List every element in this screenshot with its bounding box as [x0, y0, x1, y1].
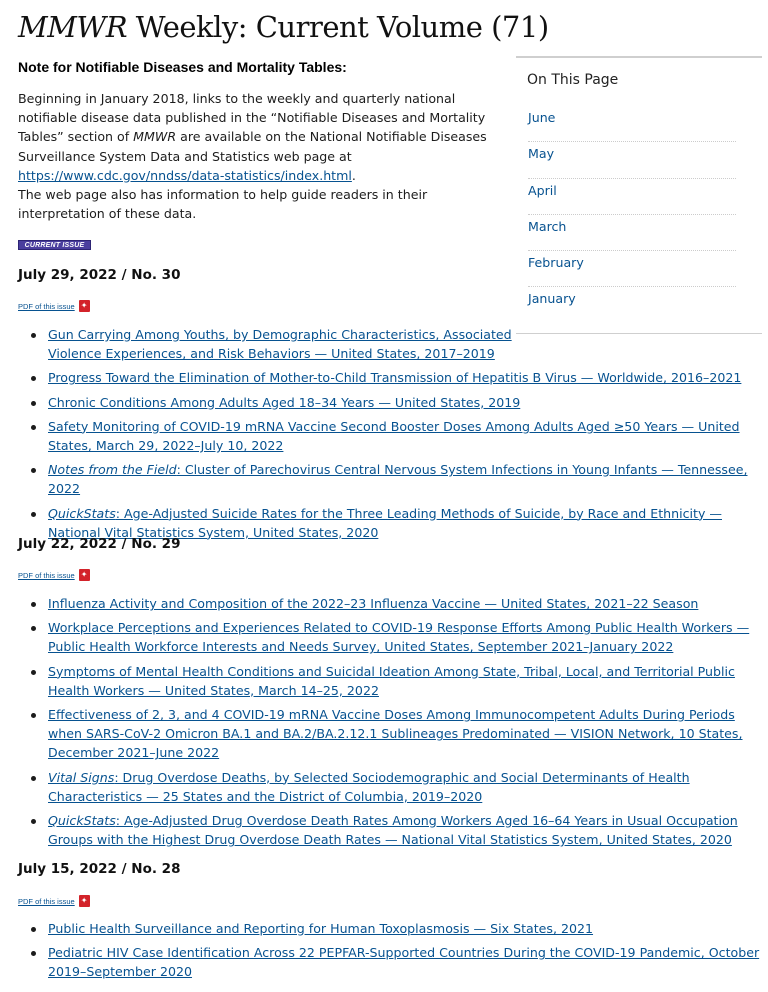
article-link[interactable]: Chronic Conditions Among Adults Aged 18–34 Years — United States, 2019	[48, 394, 521, 410]
article-link[interactable]: Public Health Surveillance and Reporting for Human Toxoplasmosis — Six States, 2021	[48, 921, 594, 936]
pdf-icon[interactable]	[79, 569, 90, 581]
pdf-link-label[interactable]: PDF of this issue	[18, 302, 75, 311]
article-list	[48, 919, 760, 987]
article-item[interactable]	[48, 368, 748, 387]
article-prefix[interactable]: Notes from the Field	[48, 462, 177, 478]
article-link[interactable]: Influenza Activity and Composition of the 2022–23 Influenza Vaccine — United States, 2021–22 Season	[48, 596, 699, 611]
pdf-link[interactable]	[18, 569, 90, 581]
article-link[interactable]: Progress Toward the Elimination of Mother-to-Child Transmission of Hepatitis B Virus — Worldwide, 2016–2021	[48, 370, 742, 386]
pdf-link[interactable]	[18, 895, 90, 907]
pdf-link-label[interactable]: PDF of this issue	[18, 571, 75, 580]
article-item[interactable]	[48, 393, 748, 412]
article-item[interactable]	[48, 460, 758, 498]
article-link[interactable]: : Age-Adjusted Drug Overdose Death Rates Among Workers Aged 16–64 Years in Usual Occupation Groups with the Highest Drug Overdose Death Rates — National Vital Statistics System, United States, 2020	[48, 813, 738, 848]
toc-item-march[interactable]: March	[528, 215, 736, 251]
on-this-page-title: On This Page	[527, 72, 619, 88]
issue-heading: July 22, 2022 / No. 29	[18, 536, 181, 552]
article-item[interactable]	[48, 811, 758, 849]
article-link[interactable]: : Drug Overdose Deaths, by Selected Sociodemographic and Social Determinants of Health Characteristics — 25 States and the District of Columbia, 2019–2020	[48, 769, 690, 804]
article-link[interactable]: Pediatric HIV Case Identification Across 22 PEPFAR-Supported Countries During the COVID-19 Pandemic, October 2019–September 2020	[48, 945, 760, 980]
pdf-icon[interactable]	[79, 300, 90, 312]
toc-item-april[interactable]: April	[528, 179, 736, 215]
article-prefix[interactable]: Vital Signs	[48, 769, 115, 785]
article-list	[48, 594, 758, 854]
article-item[interactable]	[48, 618, 758, 656]
toc-item-june[interactable]: June	[528, 106, 736, 142]
article-item[interactable]	[48, 662, 758, 700]
article-link[interactable]: : Cluster of Parechovirus Central Nervous System Infections in Young Infants — Tennessee, 2022	[48, 462, 748, 497]
article-link[interactable]: Effectiveness of 2, 3, and 4 COVID-19 mRNA Vaccine Doses Among Immunocompetent Adults During Periods when SARS-CoV-2 Omicron BA.1 and BA.2/BA.2.12.1 Sublineages Predominated — VISION Network, 10 States, December 2021–June 2022	[48, 707, 743, 761]
pdf-icon[interactable]	[79, 895, 90, 907]
page-title-rest: Weekly: Current Volume (71)	[127, 10, 549, 44]
issue-heading: July 15, 2022 / No. 28	[18, 861, 181, 877]
pdf-link-label[interactable]: PDF of this issue	[18, 897, 75, 906]
issue-heading: July 29, 2022 / No. 30	[18, 267, 181, 283]
on-this-page-panel	[516, 56, 762, 334]
article-item[interactable]	[48, 417, 748, 455]
toc-item-may[interactable]: May	[528, 142, 736, 178]
nndss-link[interactable]: https://www.cdc.gov/nndss/data-statistics/index.html	[18, 167, 352, 183]
article-list	[48, 325, 748, 547]
article-prefix[interactable]: QuickStats	[48, 813, 116, 829]
toc-item-february[interactable]: February	[528, 251, 736, 287]
note-mmwr: MMWR	[133, 129, 177, 145]
note-text: are available on the National Notifiable Diseases Surveillance System Data and Statistics web page at	[18, 129, 487, 164]
toc-item-january[interactable]: January	[528, 291, 576, 307]
article-link[interactable]: Workplace Perceptions and Experiences Related to COVID-19 Response Efforts Among Public Health Workers — Public Health Workforce Interests and Needs Survey, United States, September 2021–January 2022	[48, 620, 750, 655]
page-title	[18, 10, 549, 44]
article-link[interactable]: Symptoms of Mental Health Conditions and Suicidal Ideation Among State, Tribal, Local, and Territorial Public Health Workers — United States, March 14–25, 2022	[48, 663, 735, 698]
note-text-2: The web page also has information to help guide readers in their interpretation of these data.	[18, 187, 428, 222]
page-title-mmwr: MMWR	[18, 10, 128, 44]
article-link[interactable]: Gun Carrying Among Youths, by Demographic Characteristics, Associated Violence Experiences, and Risk Behaviors — United States, 2017–2019	[48, 327, 512, 362]
note-heading: Note for Notifiable Diseases and Mortality Tables:	[18, 59, 347, 75]
article-item[interactable]	[48, 594, 758, 613]
article-item[interactable]	[48, 705, 758, 763]
article-link[interactable]: : Age-Adjusted Suicide Rates for the Three Leading Methods of Suicide, by Race and Ethnicity — National Vital Statistics System, United States, 2020	[48, 505, 722, 540]
article-prefix[interactable]: QuickStats	[48, 505, 116, 521]
note-text: .	[351, 167, 356, 183]
note-text: Beginning in January 2018, links to the weekly and quarterly national notifiable disease data published in the “Notifiable Diseases and Mortality Tables” section of	[18, 91, 486, 145]
article-link[interactable]: Safety Monitoring of COVID-19 mRNA Vaccine Second Booster Doses Among Adults Aged ≥50 Years — United States, March 29, 2022–July 10, 2022	[48, 418, 740, 454]
article-item[interactable]	[48, 325, 518, 363]
pdf-link[interactable]	[18, 300, 90, 312]
on-this-page-list	[528, 106, 736, 324]
article-item[interactable]	[48, 768, 758, 806]
note-body	[18, 89, 500, 223]
current-issue-badge: CURRENT ISSUE	[18, 240, 91, 250]
article-item[interactable]	[48, 919, 760, 938]
article-item[interactable]	[48, 943, 760, 981]
